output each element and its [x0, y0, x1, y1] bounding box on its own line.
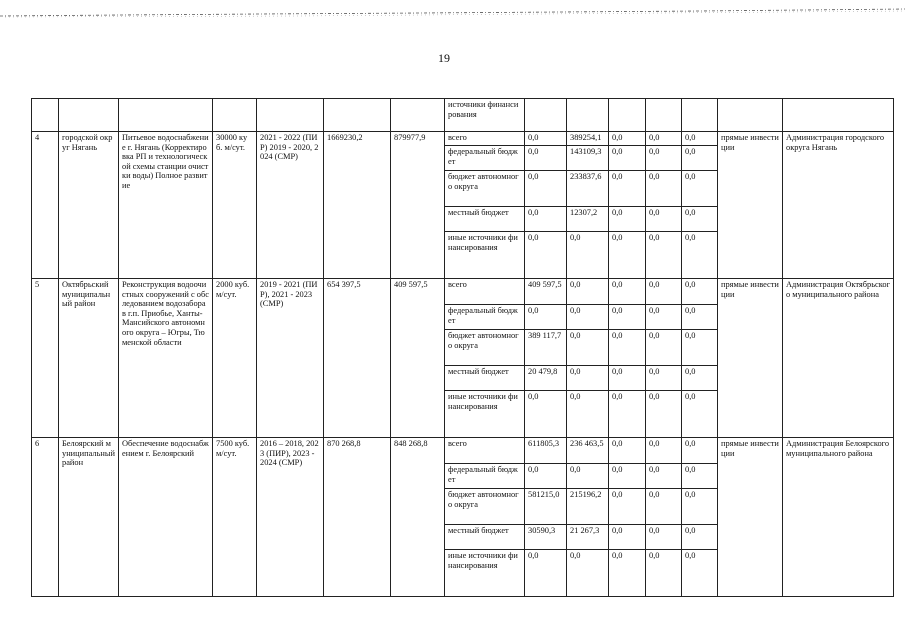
- funding-value-cell: 0,0: [525, 146, 567, 171]
- funding-source-cell: федеральный бюджет: [445, 464, 525, 489]
- funding-value-cell: 21 267,3: [567, 525, 609, 550]
- funding-value-cell: 0,0: [567, 464, 609, 489]
- funding-value-cell: 0,0: [609, 330, 646, 366]
- funding-value-cell: 0,0: [682, 391, 718, 438]
- total-cost-cell: 1669230,2: [324, 132, 391, 279]
- funding-source-cell: всего: [445, 132, 525, 146]
- investment-type-cell: прямые инвестиции: [718, 279, 783, 438]
- investment-table: [31, 98, 894, 597]
- carryover-source: источники финансирования: [445, 99, 525, 132]
- funding-value-cell: 0,0: [682, 489, 718, 525]
- municipality-cell: городской округ Нягань: [59, 132, 119, 279]
- customer-cell: Администрация Октябрьского муниципального района: [783, 279, 894, 438]
- funding-value-cell: 0,0: [609, 438, 646, 464]
- funding-value-cell: 0,0: [609, 207, 646, 232]
- funding-value-cell: 0,0: [525, 232, 567, 279]
- funding-value-cell: 0,0: [682, 438, 718, 464]
- period-cell: 2016 – 2018, 2023 (ПИР), 2023 - 2024 (СМР): [257, 438, 324, 597]
- funding-value-cell: 0,0: [567, 550, 609, 597]
- municipality-cell: Октябрьский муниципальный район: [59, 279, 119, 438]
- funding-value-cell: 0,0: [525, 391, 567, 438]
- funding-source-cell: иные источники финансирования: [445, 550, 525, 597]
- funding-value-cell: 409 597,5: [525, 279, 567, 305]
- funding-value-cell: 143109,3: [567, 146, 609, 171]
- funding-source-cell: федеральный бюджет: [445, 146, 525, 171]
- funding-value-cell: 215196,2: [567, 489, 609, 525]
- capacity-cell: 2000 куб. м/сут.: [213, 279, 257, 438]
- project-name-cell: Обеспечение водоснабжением г. Белоярский: [119, 438, 213, 597]
- funding-value-cell: 0,0: [646, 366, 682, 391]
- funding-value-cell: 611805,3: [525, 438, 567, 464]
- funding-value-cell: 20 479,8: [525, 366, 567, 391]
- municipality-cell: Белоярский муниципальный район: [59, 438, 119, 597]
- funding-value-cell: 0,0: [646, 525, 682, 550]
- remaining-cost-cell: 848 268,8: [391, 438, 445, 597]
- funding-source-cell: бюджет автономного округа: [445, 489, 525, 525]
- funding-value-cell: 0,0: [646, 438, 682, 464]
- funding-value-cell: 0,0: [682, 366, 718, 391]
- funding-value-cell: 0,0: [609, 391, 646, 438]
- funding-source-cell: местный бюджет: [445, 525, 525, 550]
- funding-value-cell: 0,0: [609, 146, 646, 171]
- funding-value-cell: 0,0: [646, 330, 682, 366]
- funding-value-cell: 0,0: [609, 132, 646, 146]
- funding-value-cell: 0,0: [567, 305, 609, 330]
- customer-cell: Администрация Белоярского муниципального района: [783, 438, 894, 597]
- funding-source-cell: всего: [445, 438, 525, 464]
- total-cost-cell: 870 268,8: [324, 438, 391, 597]
- funding-value-cell: 389 117,7: [525, 330, 567, 366]
- funding-value-cell: 0,0: [525, 464, 567, 489]
- capacity-cell: 30000 куб. м/сут.: [213, 132, 257, 279]
- funding-value-cell: 0,0: [682, 132, 718, 146]
- funding-value-cell: 0,0: [682, 330, 718, 366]
- funding-source-cell: местный бюджет: [445, 366, 525, 391]
- funding-value-cell: 0,0: [682, 146, 718, 171]
- funding-value-cell: 0,0: [646, 132, 682, 146]
- funding-value-cell: 0,0: [609, 171, 646, 207]
- funding-value-cell: 0,0: [682, 550, 718, 597]
- row-number: 5: [32, 279, 59, 438]
- funding-value-cell: 0,0: [646, 464, 682, 489]
- funding-value-cell: 0,0: [567, 366, 609, 391]
- funding-value-cell: 389254,1: [567, 132, 609, 146]
- funding-value-cell: 0,0: [682, 207, 718, 232]
- funding-value-cell: 0,0: [646, 207, 682, 232]
- scan-artifact-line: [0, 4, 905, 18]
- funding-value-cell: 0,0: [525, 305, 567, 330]
- funding-value-cell: 581215,0: [525, 489, 567, 525]
- funding-value-cell: 0,0: [525, 171, 567, 207]
- object-row: [32, 279, 894, 305]
- funding-value-cell: 0,0: [609, 366, 646, 391]
- funding-value-cell: 0,0: [567, 279, 609, 305]
- funding-value-cell: 0,0: [646, 391, 682, 438]
- funding-value-cell: 0,0: [646, 171, 682, 207]
- funding-value-cell: 0,0: [682, 279, 718, 305]
- funding-value-cell: 233837,6: [567, 171, 609, 207]
- funding-source-cell: местный бюджет: [445, 207, 525, 232]
- funding-value-cell: 0,0: [646, 146, 682, 171]
- funding-source-cell: иные источники финансирования: [445, 391, 525, 438]
- funding-value-cell: 0,0: [646, 279, 682, 305]
- funding-source-cell: иные источники финансирования: [445, 232, 525, 279]
- page-number: 19: [438, 51, 450, 65]
- investment-type-cell: прямые инвестиции: [718, 132, 783, 279]
- project-name-cell: Реконструкция водоочистных сооружений с обследованием водозабора в г.п. Приобье, Ханты-Мансийского автономного округа – Югры, Тюменской области: [119, 279, 213, 438]
- row-number: 4: [32, 132, 59, 279]
- investment-type-cell: прямые инвестиции: [718, 438, 783, 597]
- funding-value-cell: 0,0: [609, 464, 646, 489]
- funding-value-cell: 0,0: [609, 489, 646, 525]
- funding-value-cell: 0,0: [609, 525, 646, 550]
- project-name-cell: Питьевое водоснабжение г. Нягань (Корректировка РП и технологической схемы станции очистки воды) Полное развитие: [119, 132, 213, 279]
- object-row: [32, 438, 894, 464]
- funding-value-cell: 0,0: [567, 330, 609, 366]
- funding-value-cell: 0,0: [525, 132, 567, 146]
- funding-value-cell: 0,0: [525, 550, 567, 597]
- funding-value-cell: 0,0: [567, 232, 609, 279]
- funding-value-cell: 30590,3: [525, 525, 567, 550]
- funding-value-cell: 0,0: [609, 550, 646, 597]
- object-row: [32, 132, 894, 146]
- funding-source-cell: федеральный бюджет: [445, 305, 525, 330]
- funding-value-cell: 0,0: [682, 171, 718, 207]
- funding-source-cell: бюджет автономного округа: [445, 330, 525, 366]
- funding-value-cell: 0,0: [682, 232, 718, 279]
- funding-source-cell: бюджет автономного округа: [445, 171, 525, 207]
- funding-value-cell: 0,0: [646, 489, 682, 525]
- funding-value-cell: 0,0: [609, 232, 646, 279]
- period-cell: 2019 - 2021 (ПИР), 2021 - 2023 (СМР): [257, 279, 324, 438]
- remaining-cost-cell: 879977,9: [391, 132, 445, 279]
- funding-value-cell: 0,0: [567, 391, 609, 438]
- total-cost-cell: 654 397,5: [324, 279, 391, 438]
- carryover-row: [32, 99, 894, 132]
- remaining-cost-cell: 409 597,5: [391, 279, 445, 438]
- capacity-cell: 7500 куб. м/сут.: [213, 438, 257, 597]
- funding-value-cell: 0,0: [525, 207, 567, 232]
- funding-value-cell: 0,0: [682, 525, 718, 550]
- row-number: 6: [32, 438, 59, 597]
- funding-value-cell: 0,0: [682, 464, 718, 489]
- funding-value-cell: 0,0: [646, 232, 682, 279]
- funding-value-cell: 0,0: [646, 305, 682, 330]
- funding-value-cell: 0,0: [682, 305, 718, 330]
- funding-value-cell: 0,0: [646, 550, 682, 597]
- customer-cell: Администрация городского округа Нягань: [783, 132, 894, 279]
- funding-value-cell: 0,0: [609, 305, 646, 330]
- funding-value-cell: 0,0: [609, 279, 646, 305]
- funding-value-cell: 12307,2: [567, 207, 609, 232]
- funding-value-cell: 236 463,5: [567, 438, 609, 464]
- period-cell: 2021 - 2022 (ПИР) 2019 - 2020, 2024 (СМР): [257, 132, 324, 279]
- funding-source-cell: всего: [445, 279, 525, 305]
